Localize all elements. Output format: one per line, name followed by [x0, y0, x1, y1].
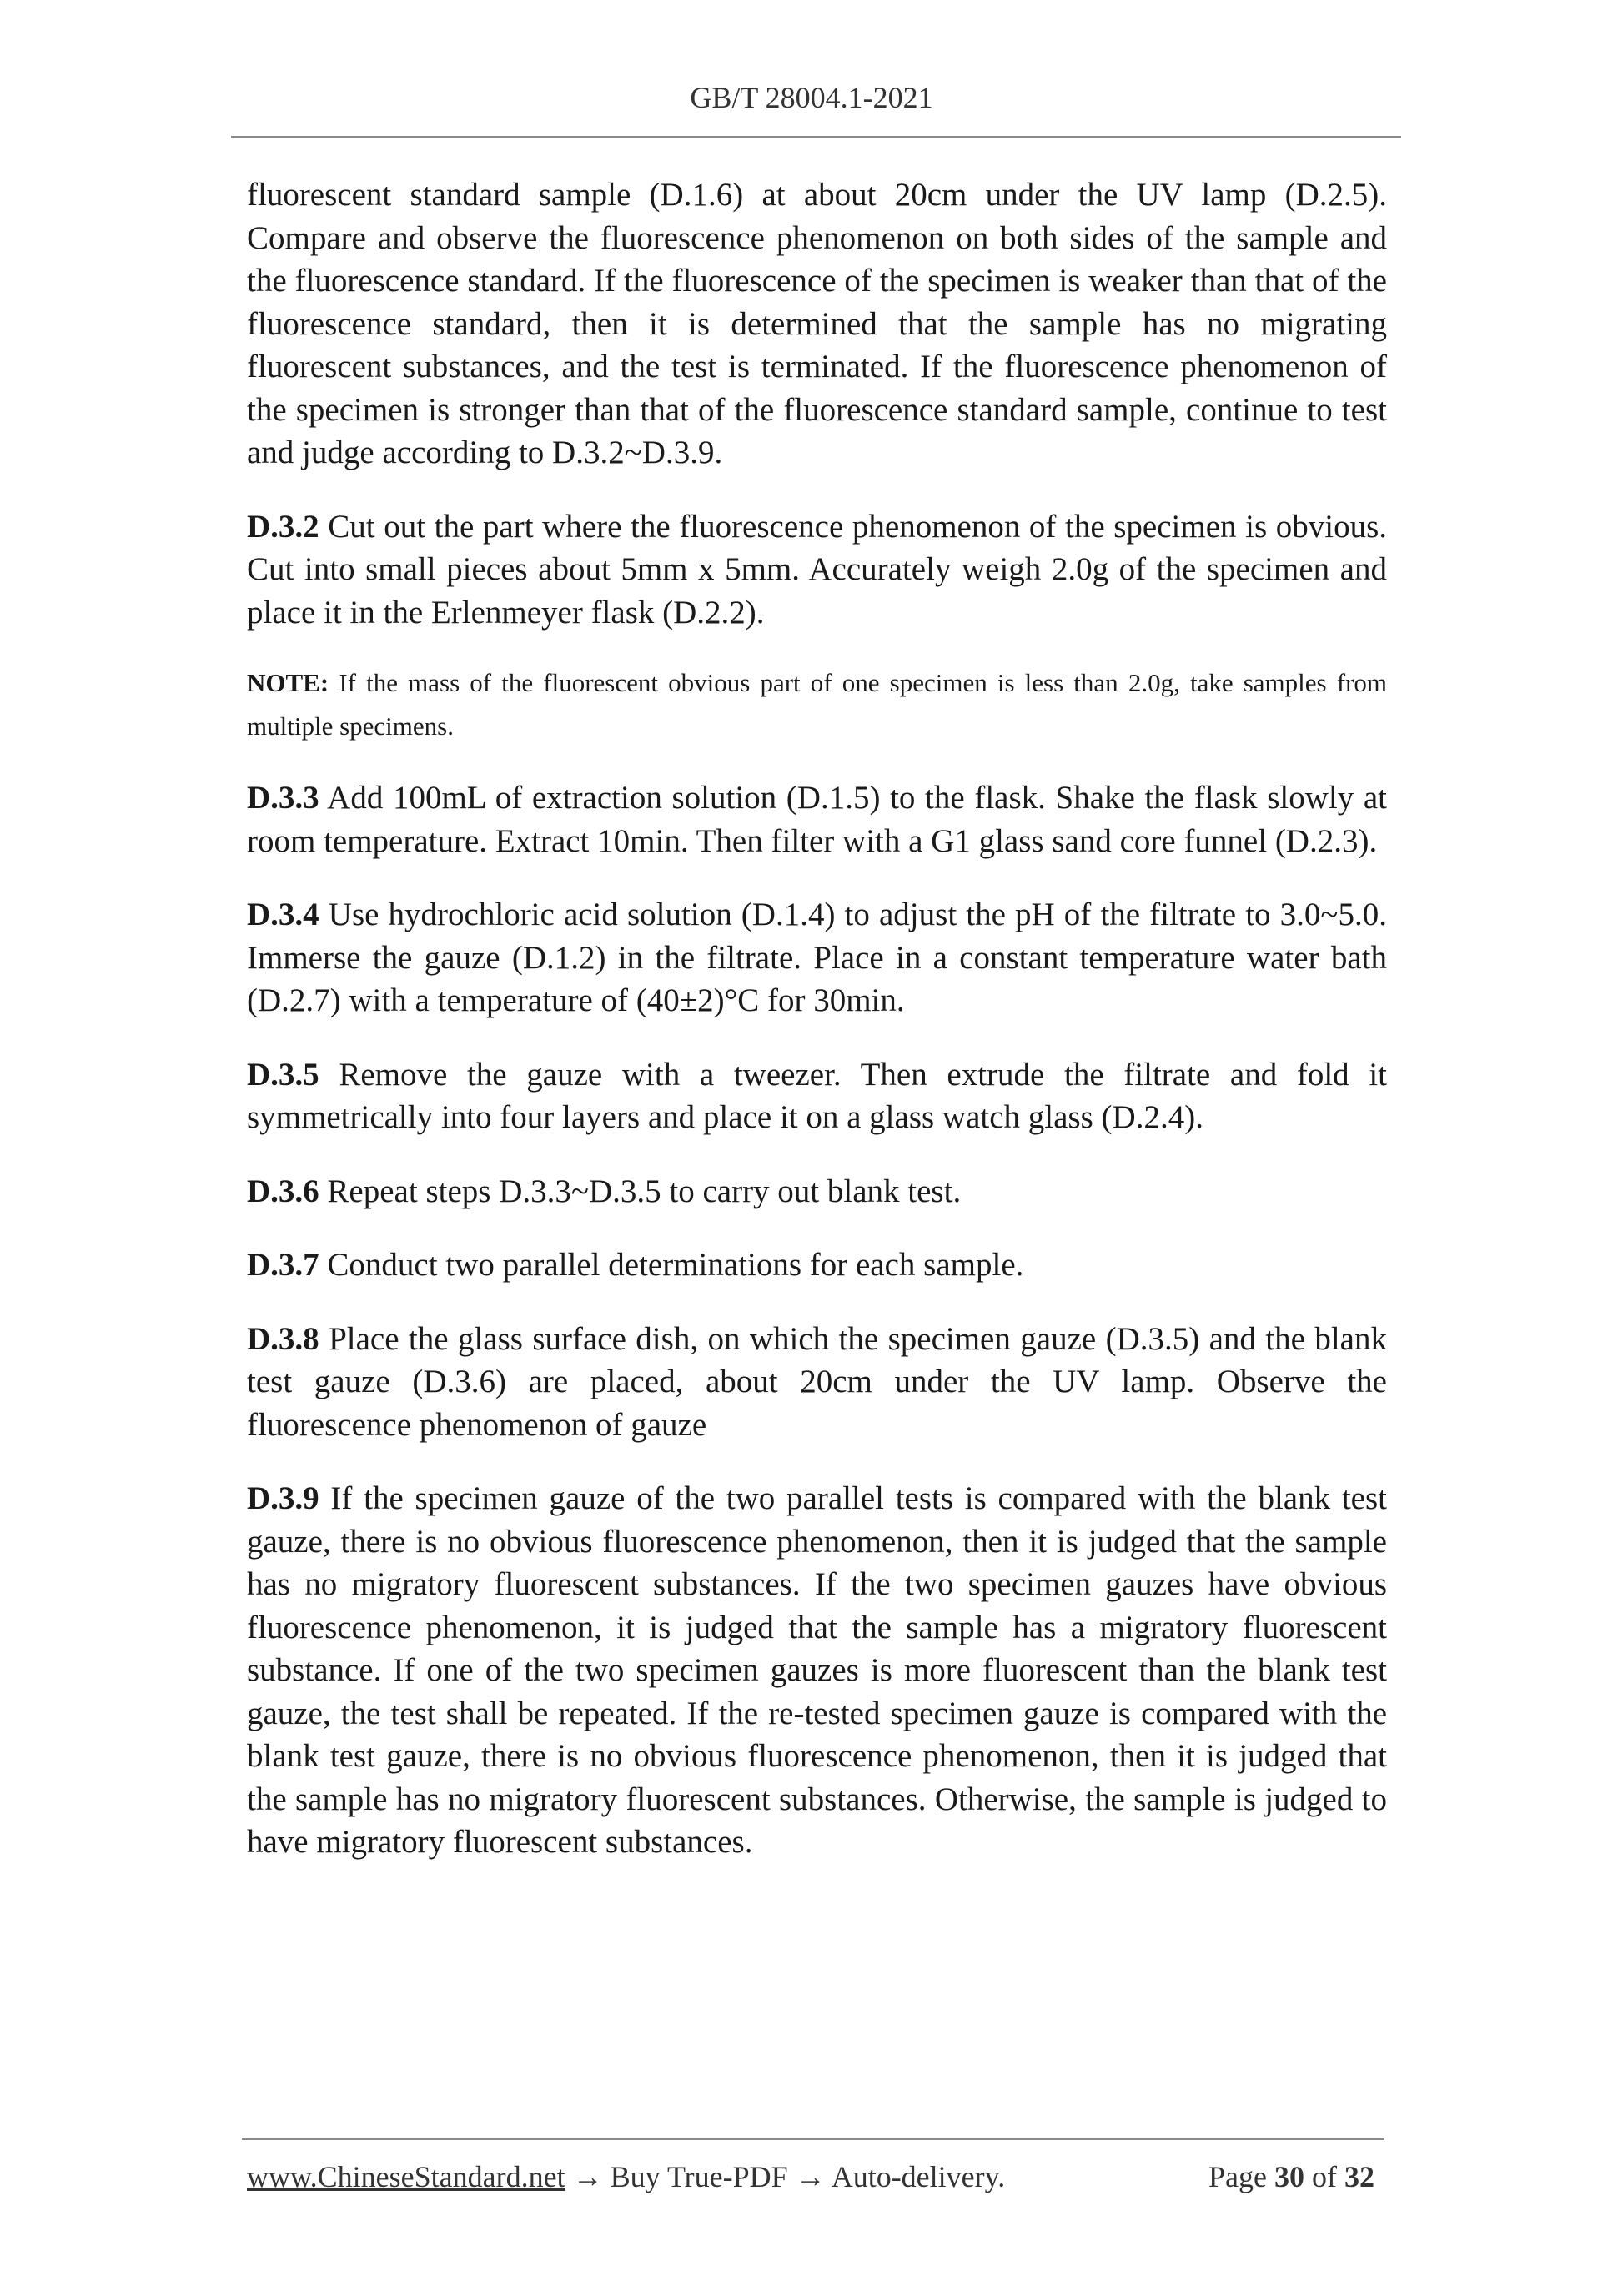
site-link[interactable]: www.ChineseStandard.net — [247, 2160, 565, 2193]
of-label: of — [1312, 2160, 1337, 2193]
page-label: Page — [1208, 2160, 1267, 2193]
section-text: Add 100mL of extraction solution (D.1.5) to the flask. Shake the flask slowly at room temperature. Extract 10min. Then filter with a G1 glass sand core funnel (D.2.3). — [247, 780, 1387, 859]
section-text: Repeat steps D.3.3~D.3.5 to carry out blank test. — [327, 1173, 962, 1209]
document-id-header: GB/T 28004.1-2021 — [690, 81, 933, 114]
section-d-3-4 — [247, 893, 1387, 1022]
section-d-3-5 — [247, 1053, 1387, 1139]
section-d-3-3 — [247, 776, 1387, 862]
section-d-3-8 — [247, 1318, 1387, 1447]
page-number — [1208, 2159, 1374, 2194]
header-divider — [231, 136, 1401, 138]
footer-divider — [242, 2138, 1384, 2140]
section-number: D.3.8 — [247, 1320, 319, 1357]
section-number: D.3.9 — [247, 1480, 319, 1516]
section-d-3-7 — [247, 1243, 1387, 1287]
section-number: D.3.2 — [247, 508, 319, 545]
section-d-3-2 — [247, 505, 1387, 635]
section-d-3-9 — [247, 1477, 1387, 1864]
section-number: D.3.6 — [247, 1173, 319, 1209]
document-body — [247, 173, 1387, 1895]
section-text: If the specimen gauze of the two parallel tests is compared with the blank test gauze, there is no obvious fluorescence phenomenon, then it is judged that the sample has no migratory fluorescent substances. If the two specimen gauzes have obvious fluorescence phenomenon, it is judged that the sample has a migratory fluorescent substance. If one of the two specimen gauzes is more fluorescent than the blank test gauze, the test shall be repeated. If the re-tested specimen gauze is compared with the blank test gauze, there is no obvious fluorescence phenomenon, then it is judged that the sample has no migratory fluorescent substances. Otherwise, the sample is judged to have migratory fluorescent substances. — [247, 1480, 1388, 1860]
note-label: NOTE: — [247, 668, 329, 697]
section-d-3-6 — [247, 1170, 1387, 1213]
intro-paragraph: fluorescent standard sample (D.1.6) at about 20cm under the UV lamp (D.2.5). Compare and observe the fluorescence phenomenon on both sides of the sample and the fluorescence standard. If the fluorescence of the specimen is weaker than that of the fluorescence standard, then it is determined that the sample has no migrating fluorescent substances, and the test is terminated. If the fluorescence phenomenon of the specimen is stronger than that of the fluorescence standard sample, continue to test and judge according to D.3.2~D.3.9. — [247, 177, 1387, 470]
section-number: D.3.4 — [247, 897, 319, 932]
note-text: If the mass of the fluorescent obvious part of one specimen is less than 2.0g, take samples from multiple specimens. — [247, 668, 1388, 741]
section-text: Place the glass surface dish, on which the specimen gauze (D.3.5) and the blank test gauze (D.3.6) are placed, about 20cm under the UV lamp. Observe the fluorescence phenomenon of gauze — [247, 1320, 1387, 1443]
section-text: Cut out the part where the fluorescence phenomenon of the specimen is obvious. Cut into small pieces about 5mm x 5mm. Accurately weigh 2.0g of the specimen and place it in the Erlenmeyer flask (D.2.2). — [247, 508, 1388, 631]
footer-promo — [247, 2159, 1005, 2194]
note-paragraph — [247, 661, 1387, 748]
section-text: Use hydrochloric acid solution (D.1.4) to adjust the pH of the filtrate to 3.0~5.0. Immerse the gauze (D.1.2) in the filtrate. Place in a constant temperature water bath (D.2.7) with a temperature of (40±2)°C for 30min. — [247, 897, 1388, 1018]
page-current: 30 — [1274, 2160, 1304, 2193]
section-number: D.3.3 — [247, 780, 319, 816]
section-text: Conduct two parallel determinations for each sample. — [327, 1247, 1024, 1283]
section-text: Remove the gauze with a tweezer. Then extrude the filtrate and fold it symmetrically into four layers and place it on a glass watch glass (D.2.4). — [247, 1056, 1388, 1135]
section-number: D.3.7 — [247, 1247, 319, 1283]
promo-text: → Buy True-PDF → Auto-delivery. — [565, 2160, 1006, 2193]
page-total: 32 — [1344, 2160, 1374, 2193]
section-number: D.3.5 — [247, 1056, 319, 1093]
